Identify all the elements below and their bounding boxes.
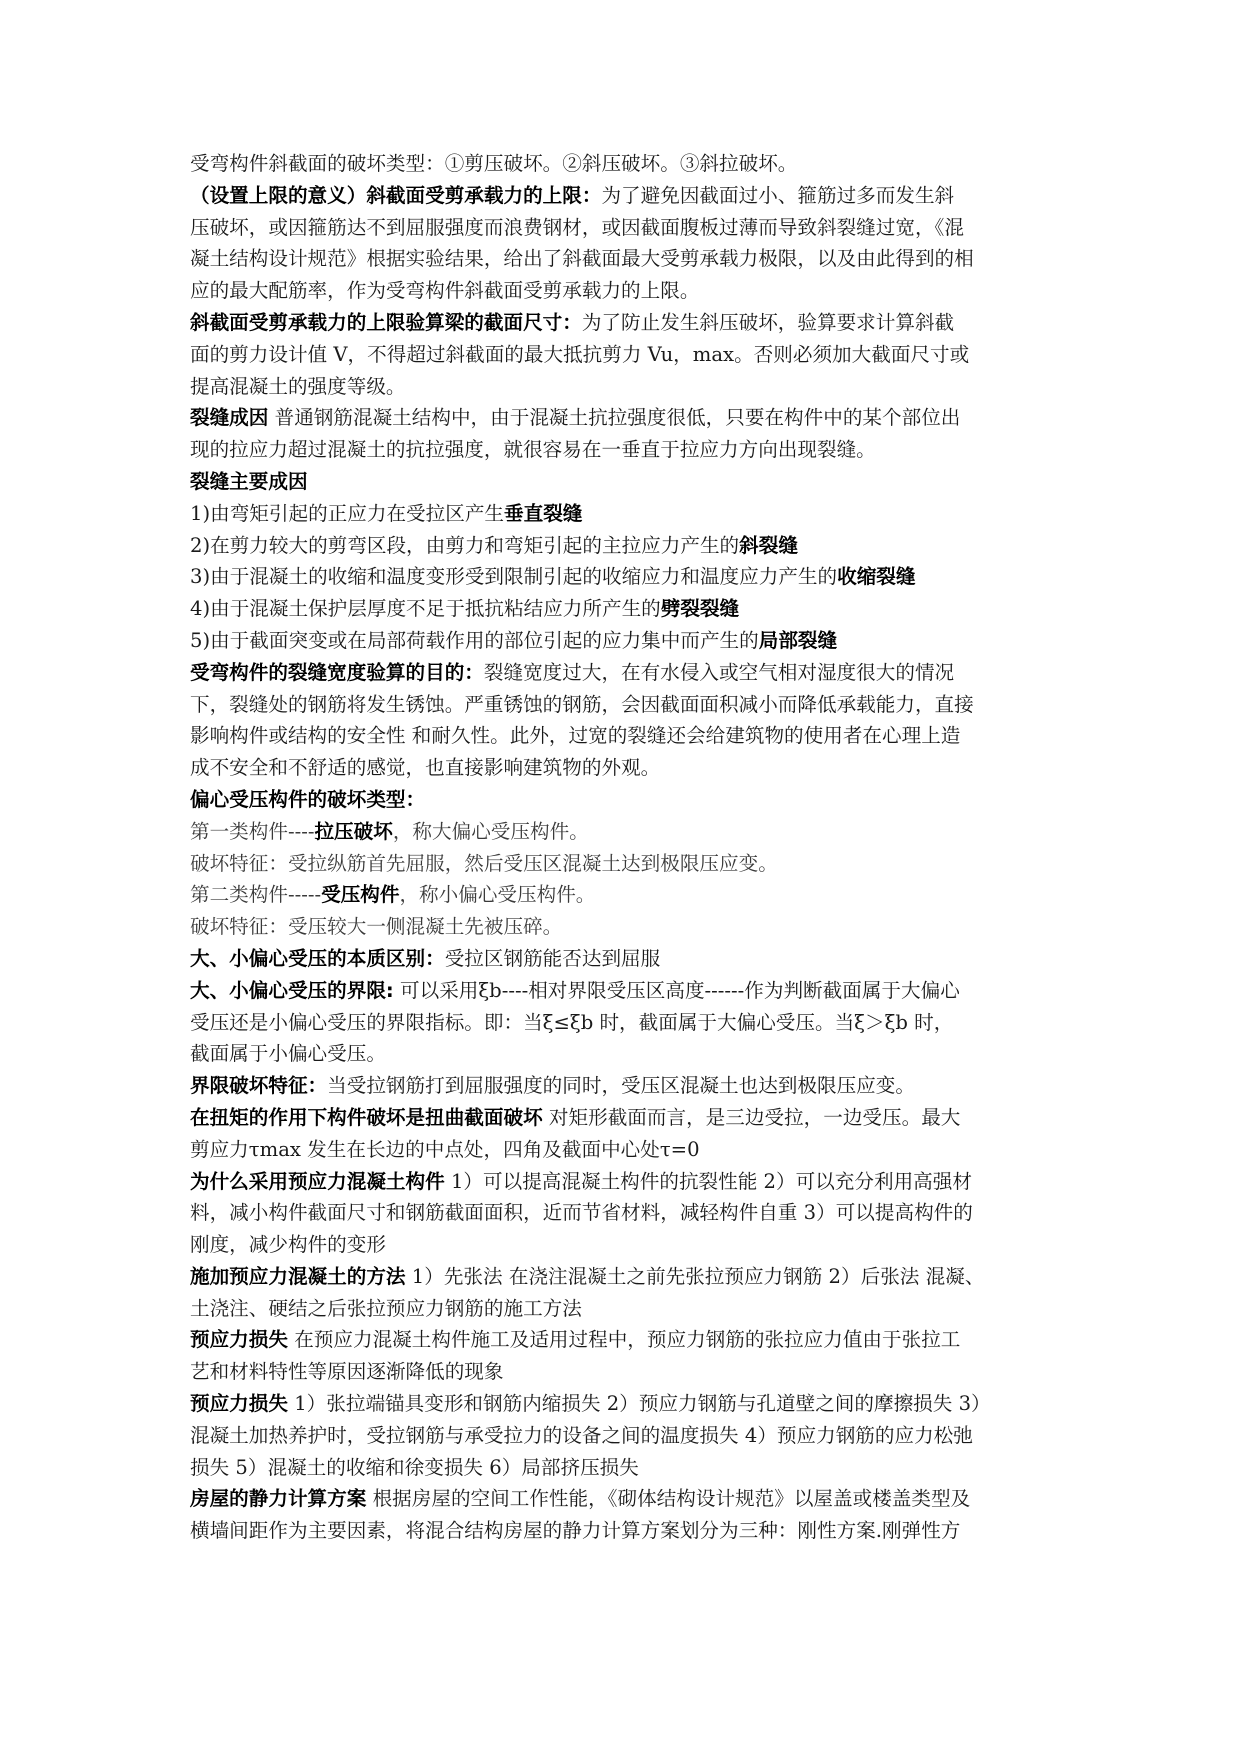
text-line <box>190 466 1070 498</box>
text-segment: 料，减小构件截面尺寸和钢筋截面面积，近而节省材料，减轻构件自重 3）可以提高构件的 <box>190 1201 973 1225</box>
text-segment: 1)由弯矩引起的正应力在受拉区产生 <box>190 501 505 525</box>
text-line <box>190 911 1070 943</box>
text-line <box>190 402 1070 434</box>
bold-term: 界限破坏特征： <box>190 1074 328 1098</box>
bold-term: 裂缝主要成因 <box>190 469 308 493</box>
text-segment: 混凝土加热养护时，受拉钢筋与承受拉力的设备之间的温度损失 4）预应力钢筋的应力松弛 <box>190 1423 973 1447</box>
bold-term: 收缩裂缝 <box>837 565 916 589</box>
text-line <box>190 625 1070 657</box>
text-segment: 为了避免因截面过小、箍筋过多而发生斜 <box>601 183 955 207</box>
text-line <box>190 530 1070 562</box>
text-line <box>190 593 1070 625</box>
text-segment: 受压还是小偏心受压的界限指标。即：当ξ≤ξb 时，截面属于大偏心受压。当ξ＞ξb 时， <box>190 1010 954 1034</box>
bold-term: 偏心受压构件的破坏类型： <box>190 787 426 811</box>
bold-term: 垂直裂缝 <box>504 501 583 525</box>
text-line <box>190 1452 1070 1484</box>
text-segment: 1）先张法 在浇注混凝土之前先张拉预应力钢筋 2）后张法 混凝、 <box>405 1264 985 1288</box>
text-line <box>190 975 1070 1007</box>
text-line <box>190 498 1070 530</box>
text-line <box>190 434 1070 466</box>
bold-term: 劈裂裂缝 <box>660 597 740 621</box>
bold-term: （设置上限的意义）斜截面受剪承载力的上限： <box>190 183 602 207</box>
text-line <box>190 212 1070 244</box>
text-line <box>190 180 1070 212</box>
text-segment: 剪应力τmax 发生在长边的中点处，四角及截面中心处τ=0 <box>190 1137 700 1161</box>
text-segment: 受弯构件斜截面的破坏类型：①剪压破坏。②斜压破坏。③斜拉破坏。 <box>190 152 798 175</box>
text-segment: 现的拉应力超过混凝土的抗拉强度，就很容易在一垂直于拉应力方向出现裂缝。 <box>190 438 876 462</box>
text-line <box>190 1388 1070 1420</box>
bold-term: 斜裂缝 <box>739 533 798 557</box>
text-line <box>190 243 1070 275</box>
bold-term: 大、小偏心受压的界限: <box>190 978 394 1002</box>
text-segment: 破坏特征：受压较大一侧混凝土先被压碎。 <box>190 915 563 939</box>
text-segment: ，称大偏心受压构件。 <box>392 819 589 843</box>
text-line <box>190 657 1070 689</box>
text-line <box>190 720 1070 752</box>
text-segment: 3)由于混凝土的收缩和温度变形受到限制引起的收缩应力和温度应力产生的 <box>190 565 838 589</box>
bold-term: 为什么采用预应力混凝土构件 <box>190 1169 445 1193</box>
text-line <box>190 848 1070 880</box>
text-segment: 为了防止发生斜压破坏，验算要求计算斜截 <box>581 310 955 334</box>
text-line <box>190 752 1070 784</box>
text-segment: 根据房屋的空间工作性能，《砌体结构设计规范》以屋盖或楼盖类型及 <box>366 1487 971 1511</box>
text-segment: 应的最大配筋率，作为受弯构件斜截面受剪承载力的上限。 <box>190 279 700 303</box>
bold-term: 预应力损失 <box>190 1328 288 1352</box>
text-line <box>190 1483 1070 1515</box>
bold-term: 受弯构件的裂缝宽度验算的目的： <box>190 660 484 684</box>
bold-term: 大、小偏心受压的本质区别： <box>190 946 445 970</box>
text-line <box>190 1134 1070 1166</box>
bold-term: 拉压破坏 <box>314 819 393 843</box>
text-segment: 下，裂缝处的钢筋将发生锈蚀。严重锈蚀的钢筋，会因截面面积减小而降低承载能力，直接 <box>190 692 974 716</box>
text-line <box>190 1324 1070 1356</box>
text-line <box>190 371 1070 403</box>
text-segment: 刚度，减少构件的变形 <box>190 1233 386 1257</box>
text-line <box>190 879 1070 911</box>
text-line <box>190 816 1070 848</box>
text-line <box>190 1261 1070 1293</box>
text-line <box>190 1420 1070 1452</box>
text-segment: 1）张拉端锚具变形和钢筋内缩损失 2）预应力钢筋与孔道壁之间的摩擦损失 3） <box>287 1392 991 1416</box>
bold-term: 施加预应力混凝土的方法 <box>190 1264 406 1288</box>
bold-term: 预应力损失 <box>190 1392 288 1416</box>
text-segment: 凝土结构设计规范》根据实验结果，给出了斜截面最大受剪承载力极限，以及由此得到的相 <box>190 247 974 271</box>
text-segment: 面的剪力设计值 V，不得超过斜截面的最大抵抗剪力 Vu，max。否则必须加大截面尺寸或 <box>190 342 970 366</box>
text-segment: 破坏特征：受拉纵筋首先屈服，然后受压区混凝土达到极限压应变。 <box>190 851 778 875</box>
text-segment: 1）可以提高混凝土构件的抗裂性能 2）可以充分利用高强材 <box>444 1169 972 1193</box>
document-page <box>190 148 1070 1547</box>
text-line <box>190 1515 1070 1547</box>
text-segment: 提高混凝土的强度等级。 <box>190 374 406 398</box>
text-segment: 裂缝宽度过大，在有水侵入或空气相对湿度很大的情况 <box>483 660 955 684</box>
text-line <box>190 943 1070 975</box>
text-line <box>190 1102 1070 1134</box>
text-line <box>190 1166 1070 1198</box>
text-segment: 5)由于截面突变或在局部荷载作用的部位引起的应力集中而产生的 <box>190 628 759 652</box>
text-segment: 可以采用ξb----相对界限受压区高度------作为判断截面属于大偏心 <box>393 978 960 1002</box>
text-line <box>190 1356 1070 1388</box>
text-line <box>190 1038 1070 1070</box>
bold-term: 裂缝成因 <box>190 406 269 430</box>
text-line <box>190 784 1070 816</box>
text-line <box>190 1197 1070 1229</box>
text-segment: 对矩形截面而言，是三边受拉，一边受压。最大 <box>542 1105 961 1129</box>
text-line <box>190 148 1070 180</box>
text-segment: 受拉区钢筋能否达到屈服 <box>444 946 661 970</box>
text-segment: 成不安全和不舒适的感觉，也直接影响建筑物的外观。 <box>190 756 661 780</box>
text-line <box>190 689 1070 721</box>
text-segment: 当受拉钢筋打到屈服强度的同时，受压区混凝土也达到极限压应变。 <box>327 1074 915 1098</box>
text-segment: 第二类构件----- <box>190 883 322 907</box>
bold-term: 在扭矩的作用下构件破坏是扭曲截面破坏 <box>190 1105 543 1129</box>
bold-term: 受压构件 <box>321 883 400 907</box>
bold-term: 斜截面受剪承载力的上限验算梁的截面尺寸： <box>190 310 582 334</box>
text-segment: 2)在剪力较大的剪弯区段，由剪力和弯矩引起的主拉应力产生的 <box>190 533 740 557</box>
text-line <box>190 561 1070 593</box>
text-line <box>190 1293 1070 1325</box>
text-segment: 横墙间距作为主要因素，将混合结构房屋的静力计算方案划分为三种：刚性方案.刚弹性方 <box>190 1519 961 1543</box>
text-line <box>190 307 1070 339</box>
bold-term: 房屋的静力计算方案 <box>190 1487 367 1511</box>
text-segment: 影响构件或结构的安全性 和耐久性。此外，过宽的裂缝还会给建筑物的使用者在心理上造 <box>190 724 961 748</box>
text-segment: 普通钢筋混凝土结构中，由于混凝土抗拉强度很低，只要在构件中的某个部位出 <box>268 406 961 430</box>
text-segment: 在预应力混凝土构件施工及适用过程中，预应力钢筋的张拉应力值由于张拉工 <box>287 1328 961 1352</box>
text-line <box>190 1070 1070 1102</box>
text-segment: 压破坏，或因箍筋达不到屈服强度而浪费钢材，或因截面腹板过薄而导致斜裂缝过宽，《混 <box>190 215 964 239</box>
text-segment: 截面属于小偏心受压。 <box>190 1042 386 1066</box>
text-segment: 第一类构件---- <box>190 819 315 843</box>
text-line <box>190 1229 1070 1261</box>
text-line <box>190 275 1070 307</box>
text-line <box>190 1007 1070 1039</box>
text-segment: 4)由于混凝土保护层厚度不足于抵抗粘结应力所产生的 <box>190 597 661 621</box>
text-segment: 艺和材料特性等原因逐渐降低的现象 <box>190 1360 504 1384</box>
text-segment: 土浇注、硬结之后张拉预应力钢筋的施工方法 <box>190 1296 582 1320</box>
text-line <box>190 339 1070 371</box>
bold-term: 局部裂缝 <box>758 628 838 652</box>
text-segment: 损失 5）混凝土的收缩和徐变损失 6）局部挤压损失 <box>190 1455 639 1479</box>
text-segment: ，称小偏心受压构件。 <box>399 883 596 907</box>
